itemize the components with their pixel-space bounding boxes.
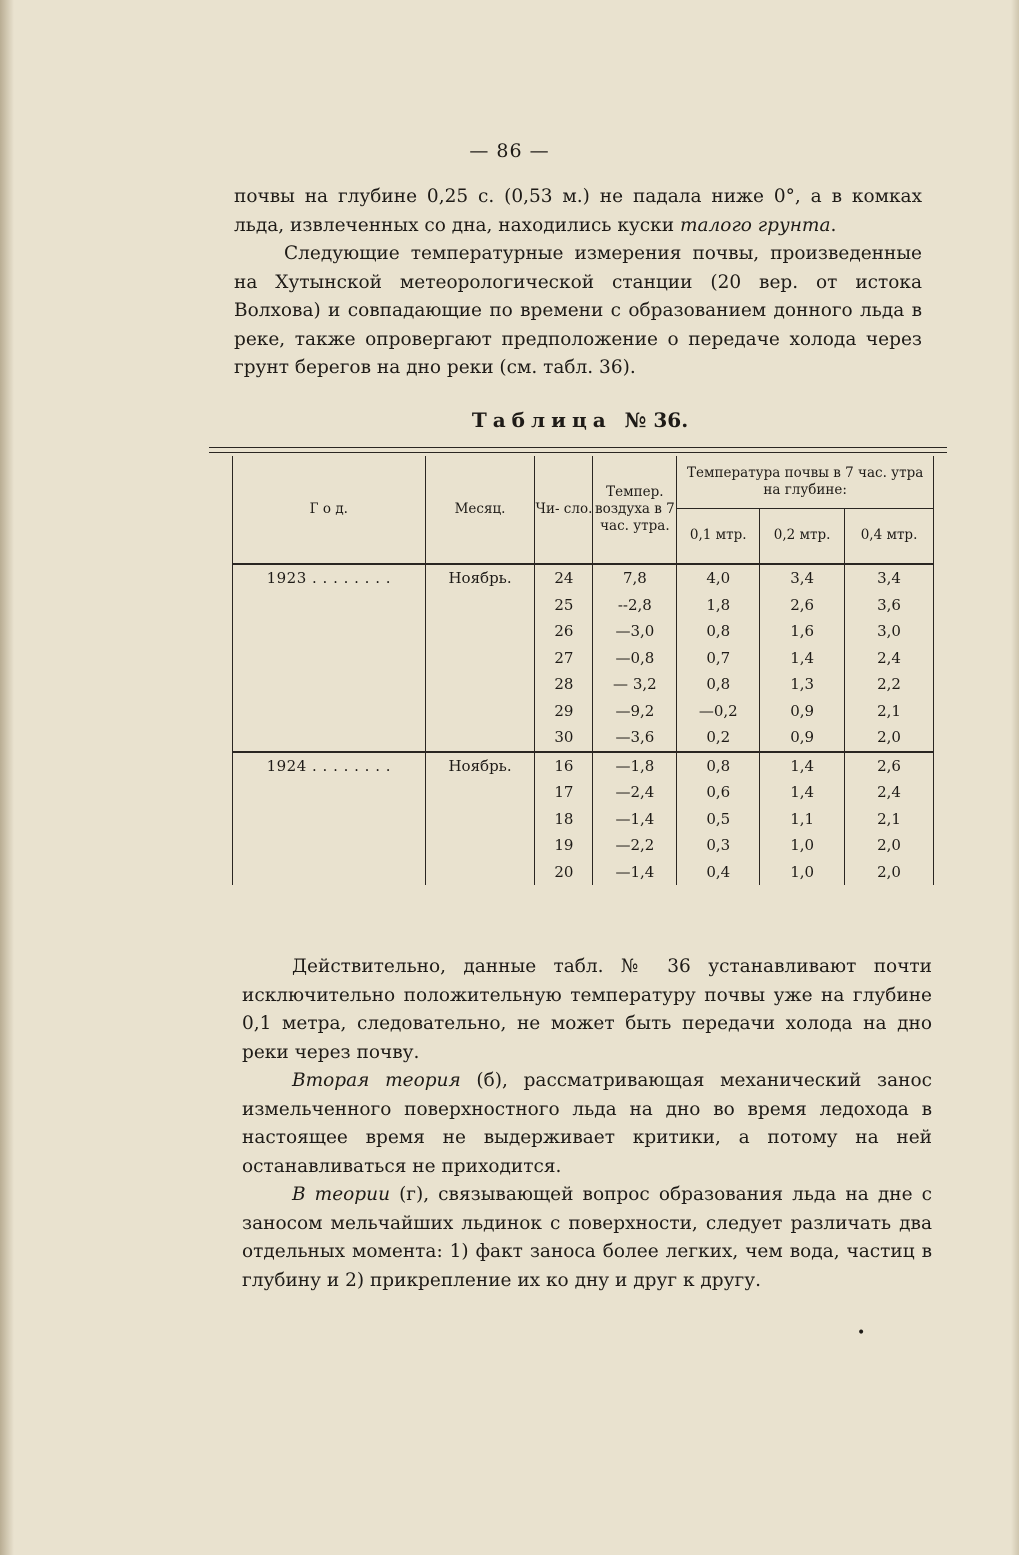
cell-day: 27	[535, 645, 593, 672]
cell-depth-1: —0,2	[677, 698, 760, 725]
cell-depth-2: 0,9	[760, 724, 845, 752]
cell-depth-3: 2,0	[845, 859, 934, 886]
page-left-edge-shadow	[0, 0, 14, 1555]
table-row	[233, 832, 934, 859]
table-row	[233, 592, 934, 619]
cell-depth-2: 1,3	[760, 671, 845, 698]
table-row	[233, 779, 934, 806]
table-row	[233, 806, 934, 833]
cell-depth-3: 2,6	[845, 752, 934, 780]
cell-day: 30	[535, 724, 593, 752]
emphasis-talogo-grunta: талого грунта	[679, 214, 831, 236]
table-row	[233, 671, 934, 698]
paragraph-2: Следующие температурные измерения почвы, произведенные на Хутынской метеорологической станции (20 вер. от истока Волхова) и совпадающие по времени с образованием донного льда в реке, также опровергают предположение о передаче холода через грунт берегов на дно реки (см. табл. 36).	[234, 243, 922, 378]
cell-year: 1923 . . . . . . . .	[233, 564, 426, 592]
cell-day: 28	[535, 671, 593, 698]
cell-day: 29	[535, 698, 593, 725]
cell-day: 26	[535, 618, 593, 645]
table-number: № 36.	[624, 408, 689, 432]
cell-depth-2: 3,4	[760, 564, 845, 592]
cell-day: 17	[535, 779, 593, 806]
cell-depth-1: 4,0	[677, 564, 760, 592]
text-block-top	[234, 183, 922, 383]
paragraph-5: В теории (г), связывающей вопрос образования льда на дне с заносом мельчайших льдинок с поверхности, следует различать два отдельных момента: 1) факт заноса более легких, чем вода, частиц в глубину и 2) прикрепление их ко дну и друг к другу.	[242, 1184, 932, 1291]
cell-day: 24	[535, 564, 593, 592]
cell-depth-3: 2,0	[845, 832, 934, 859]
emphasis-v-teorii: В теории	[292, 1184, 390, 1205]
table-row	[233, 618, 934, 645]
table-row	[233, 645, 934, 672]
cell-air: --2,8	[593, 592, 677, 619]
table-title: Таблица № 36.	[471, 408, 689, 432]
paragraph-1: почвы на глубине 0,25 с. (0,53 м.) не падала ниже 0°, а в комках льда, извлеченных со дна, находились куски талого грунта.	[234, 186, 922, 236]
cell-year: 1924 . . . . . . . .	[233, 752, 426, 780]
cell-depth-3: 2,2	[845, 671, 934, 698]
cell-depth-3: 3,4	[845, 564, 934, 592]
cell-air: —3,0	[593, 618, 677, 645]
cell-depth-1: 0,5	[677, 806, 760, 833]
table-top-rule	[209, 447, 947, 448]
header-depth-0-1: 0,1 мтр.	[677, 508, 760, 564]
cell-depth-1: 0,2	[677, 724, 760, 752]
header-depth-0-4: 0,4 мтр.	[845, 508, 934, 564]
cell-depth-2: 1,0	[760, 832, 845, 859]
cell-depth-1: 1,8	[677, 592, 760, 619]
table-top-rule-2	[209, 452, 947, 453]
header-depth-0-2: 0,2 мтр.	[760, 508, 845, 564]
emphasis-vtoraya-teoriya: Вторая теория	[292, 1070, 461, 1091]
stray-ink-mark: •	[857, 1325, 866, 1341]
soil-temperature-table	[232, 456, 934, 885]
table-row	[233, 564, 934, 592]
cell-depth-3: 3,6	[845, 592, 934, 619]
cell-air: —1,4	[593, 859, 677, 886]
cell-month: Ноябрь.	[425, 752, 535, 780]
cell-depth-2: 2,6	[760, 592, 845, 619]
header-day: Чи- сло.	[535, 456, 593, 564]
cell-month: Ноябрь.	[425, 564, 535, 592]
cell-air: —3,6	[593, 724, 677, 752]
cell-depth-2: 1,1	[760, 806, 845, 833]
cell-depth-1: 0,4	[677, 859, 760, 886]
cell-depth-2: 1,4	[760, 645, 845, 672]
cell-day: 25	[535, 592, 593, 619]
cell-depth-2: 1,4	[760, 752, 845, 780]
cell-air: —2,2	[593, 832, 677, 859]
text-block-bottom	[242, 953, 932, 1295]
cell-day: 16	[535, 752, 593, 780]
cell-air: —1,4	[593, 806, 677, 833]
cell-depth-1: 0,8	[677, 752, 760, 780]
cell-depth-1: 0,3	[677, 832, 760, 859]
cell-depth-3: 2,1	[845, 698, 934, 725]
cell-depth-3: 2,0	[845, 724, 934, 752]
cell-air: —2,4	[593, 779, 677, 806]
cell-depth-3: 2,4	[845, 645, 934, 672]
cell-depth-1: 0,8	[677, 618, 760, 645]
header-month: Месяц.	[425, 456, 535, 564]
cell-air: — 3,2	[593, 671, 677, 698]
cell-depth-3: 3,0	[845, 618, 934, 645]
cell-depth-2: 0,9	[760, 698, 845, 725]
table-row	[233, 698, 934, 725]
paragraph-4: Вторая теория (б), рассматривающая механический занос измельченного поверхностного льда на дно во время ледохода в настоящее время не выдерживает критики, а потому на ней останавливаться не приходится.	[242, 1070, 932, 1177]
page-right-edge-shadow	[1011, 0, 1019, 1555]
cell-air: —9,2	[593, 698, 677, 725]
header-year: Г о д.	[233, 456, 426, 564]
cell-depth-1: 0,6	[677, 779, 760, 806]
table-row	[233, 724, 934, 752]
cell-depth-3: 2,4	[845, 779, 934, 806]
cell-depth-1: 0,7	[677, 645, 760, 672]
cell-depth-2: 1,6	[760, 618, 845, 645]
cell-air: —0,8	[593, 645, 677, 672]
page-number: — 86 —	[469, 140, 550, 162]
cell-air: 7,8	[593, 564, 677, 592]
cell-day: 18	[535, 806, 593, 833]
cell-depth-1: 0,8	[677, 671, 760, 698]
cell-depth-2: 1,0	[760, 859, 845, 886]
cell-depth-2: 1,4	[760, 779, 845, 806]
paragraph-3: Действительно, данные табл. № 36 устанавливают почти исключительно положительную температуру почвы уже на глубине 0,1 метра, следовательно, не может быть передачи холода на дно реки через почву.	[242, 956, 932, 1063]
cell-day: 20	[535, 859, 593, 886]
header-air-temp: Темпер. воздуха в 7 час. утра.	[593, 456, 677, 564]
table-row	[233, 752, 934, 780]
cell-depth-3: 2,1	[845, 806, 934, 833]
table-row	[233, 859, 934, 886]
header-soil-temp-group: Температура почвы в 7 час. утра на глубине:	[677, 456, 934, 508]
cell-day: 19	[535, 832, 593, 859]
cell-air: —1,8	[593, 752, 677, 780]
